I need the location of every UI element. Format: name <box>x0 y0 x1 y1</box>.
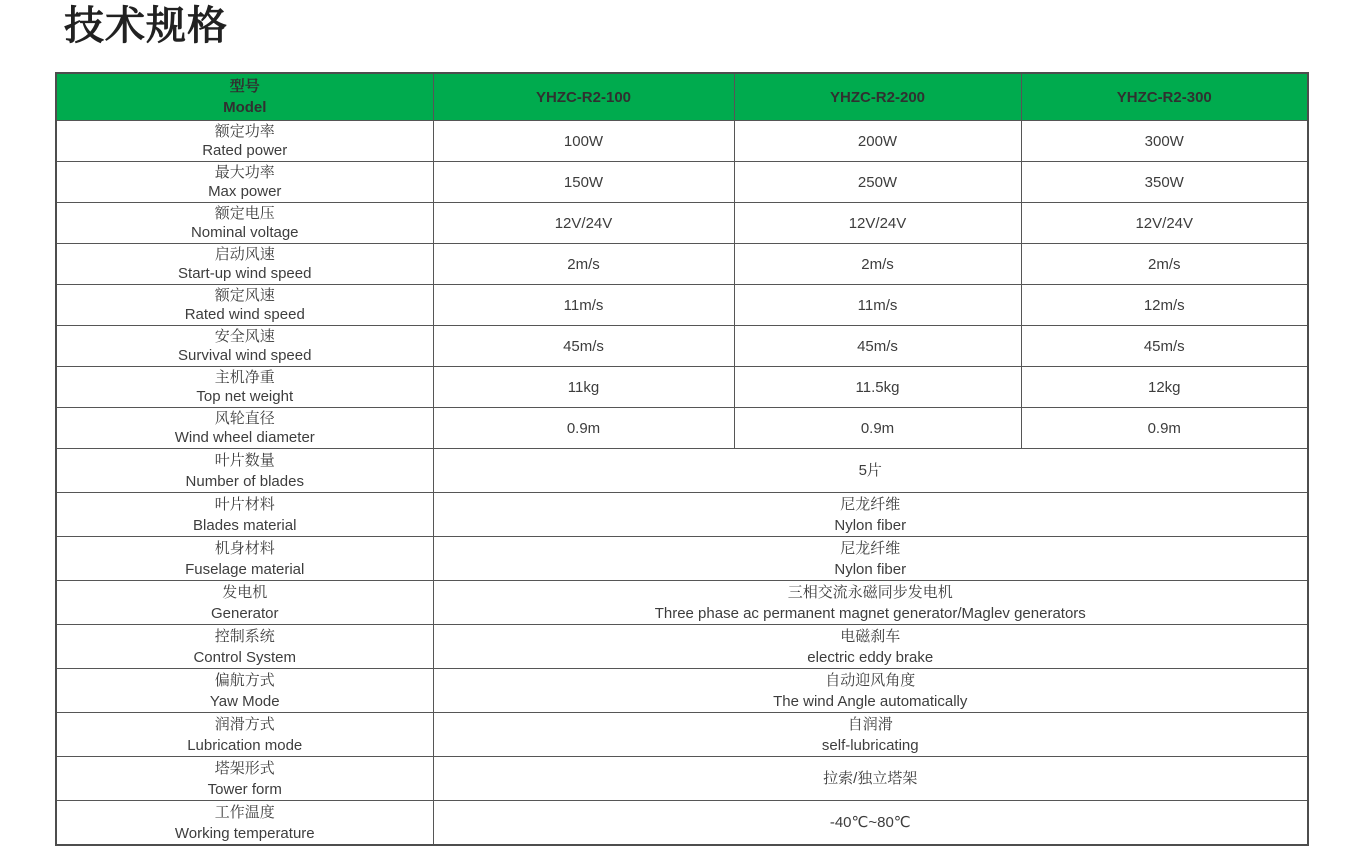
table-row-survival-wind-speed <box>56 326 1308 367</box>
row-label-cell <box>56 449 433 493</box>
value-cell: 11m/s <box>734 285 1021 326</box>
row-label-cell <box>56 285 433 326</box>
row-label-cn: 偏航方式 <box>214 671 275 689</box>
row-label-cell <box>56 757 433 801</box>
merged-value-cn: 电磁刹车 <box>840 627 901 645</box>
row-label-cell <box>56 801 433 846</box>
row-label-en: Generator <box>210 604 279 622</box>
merged-value-cn: 自动迎风角度 <box>825 671 916 689</box>
table-row-startup-wind-speed <box>56 244 1308 285</box>
row-label-cn: 叶片数量 <box>214 451 275 469</box>
table-row-control-system <box>56 625 1308 669</box>
row-label-en: Rated power <box>202 142 288 159</box>
row-label-cell <box>56 581 433 625</box>
row-label-cell <box>56 326 433 367</box>
table-row-wind-wheel-diameter <box>56 408 1308 449</box>
row-label-cell <box>56 408 433 449</box>
row-label-cn: 额定风速 <box>214 287 275 304</box>
table-row-rated-wind-speed <box>56 285 1308 326</box>
row-label-cn: 启动风速 <box>214 246 275 263</box>
row-label-cell <box>56 203 433 244</box>
row-label-en: Nominal voltage <box>190 224 299 241</box>
header-column-yhzc-r2-100: YHZC-R2-100 <box>433 73 734 121</box>
value-cell: 0.9m <box>1021 408 1308 449</box>
value-cell: 300W <box>1021 121 1308 162</box>
row-label-cn: 塔架形式 <box>214 759 275 777</box>
value-cell: 150W <box>433 162 734 203</box>
row-label-en: Survival wind speed <box>178 347 312 364</box>
value-cell: 12V/24V <box>1021 203 1308 244</box>
value-cell: 11m/s <box>433 285 734 326</box>
value-cell: 2m/s <box>433 244 734 285</box>
value-cell: 100W <box>433 121 734 162</box>
header-column-yhzc-r2-200: YHZC-R2-200 <box>734 73 1021 121</box>
value-cell: 12V/24V <box>734 203 1021 244</box>
table-row-working-temperature <box>56 801 1308 846</box>
row-label-cell <box>56 669 433 713</box>
merged-value-cell <box>433 625 1308 669</box>
row-label-cn: 控制系统 <box>214 627 275 645</box>
table-row-nominal-voltage <box>56 203 1308 244</box>
table-row-blades-material <box>56 493 1308 537</box>
value-cell: 45m/s <box>1021 326 1308 367</box>
table-row-fuselage-material <box>56 537 1308 581</box>
row-label-cell <box>56 121 433 162</box>
value-cell: 200W <box>734 121 1021 162</box>
merged-value-cell <box>433 493 1308 537</box>
table-row-generator <box>56 581 1308 625</box>
row-label-cn: 机身材料 <box>214 539 275 557</box>
merged-value-cell: 5片 <box>433 449 1308 493</box>
row-label-cn: 工作温度 <box>214 803 275 821</box>
value-cell: 12m/s <box>1021 285 1308 326</box>
merged-value-cn: 尼龙纤维 <box>840 495 901 513</box>
row-label-cn: 安全风速 <box>214 328 275 345</box>
merged-value-en: Three phase ac permanent magnet generator/Maglev generators <box>654 604 1086 622</box>
table-row-top-net-weight <box>56 367 1308 408</box>
row-label-en: Fuselage material <box>185 560 305 578</box>
row-label-cn: 叶片材料 <box>214 495 275 513</box>
row-label-cn: 额定电压 <box>214 205 275 222</box>
merged-value-cn: 尼龙纤维 <box>840 539 901 557</box>
merged-value-cell <box>433 581 1308 625</box>
table-header-row <box>56 73 1308 121</box>
header-column-yhzc-r2-300: YHZC-R2-300 <box>1021 73 1308 121</box>
row-label-cn: 最大功率 <box>214 164 275 181</box>
merged-value-en: self-lubricating <box>821 736 919 754</box>
value-cell: 2m/s <box>734 244 1021 285</box>
value-cell: 12V/24V <box>433 203 734 244</box>
merged-value-cell: 拉索/独立塔架 <box>433 757 1308 801</box>
table-row-number-of-blades <box>56 449 1308 493</box>
merged-value-cell <box>433 669 1308 713</box>
value-cell: 45m/s <box>734 326 1021 367</box>
value-cell: 45m/s <box>433 326 734 367</box>
merged-value-en: Nylon fiber <box>834 516 907 534</box>
row-label-cell <box>56 537 433 581</box>
header-model-cell <box>56 73 433 121</box>
row-label-en: Top net weight <box>196 388 294 405</box>
row-label-en: Blades material <box>193 516 297 534</box>
row-label-en: Yaw Mode <box>209 692 280 710</box>
header-model-en: Model <box>223 99 267 116</box>
row-label-cn: 润滑方式 <box>214 715 275 733</box>
row-label-en: Lubrication mode <box>187 736 303 754</box>
merged-value-cell: -40℃~80℃ <box>433 801 1308 846</box>
merged-value-cn: 三相交流永磁同步发电机 <box>787 583 953 601</box>
page-title: 技术规格 <box>64 4 228 48</box>
row-label-cn: 发电机 <box>222 583 268 601</box>
row-label-en: Number of blades <box>185 472 304 490</box>
table-row-max-power <box>56 162 1308 203</box>
table-row-lubrication-mode <box>56 713 1308 757</box>
merged-value-en: Nylon fiber <box>834 560 907 578</box>
merged-value-en: electric eddy brake <box>807 648 934 666</box>
value-cell: 250W <box>734 162 1021 203</box>
row-label-en: Tower form <box>207 780 282 798</box>
row-label-cn: 风轮直径 <box>214 410 275 427</box>
value-cell: 0.9m <box>734 408 1021 449</box>
row-label-en: Rated wind speed <box>184 306 305 323</box>
row-label-en: Control System <box>193 648 297 666</box>
value-cell: 2m/s <box>1021 244 1308 285</box>
value-cell: 0.9m <box>433 408 734 449</box>
spec-table <box>55 72 1309 846</box>
row-label-cell <box>56 713 433 757</box>
value-cell: 12kg <box>1021 367 1308 408</box>
row-label-cn: 主机净重 <box>214 369 275 386</box>
row-label-cell <box>56 625 433 669</box>
row-label-cell <box>56 493 433 537</box>
row-label-en: Working temperature <box>174 824 315 842</box>
merged-value-cell <box>433 713 1308 757</box>
row-label-cell <box>56 162 433 203</box>
value-cell: 11.5kg <box>734 367 1021 408</box>
row-label-en: Wind wheel diameter <box>174 429 315 446</box>
row-label-en: Max power <box>208 183 282 200</box>
merged-value-cn: 自润滑 <box>847 715 893 733</box>
table-row-yaw-mode <box>56 669 1308 713</box>
row-label-cn: 额定功率 <box>214 123 275 140</box>
row-label-cell <box>56 367 433 408</box>
table-row-tower-form <box>56 757 1308 801</box>
row-label-en: Start-up wind speed <box>178 265 312 282</box>
merged-value-cell <box>433 537 1308 581</box>
value-cell: 350W <box>1021 162 1308 203</box>
table-row-rated-power <box>56 121 1308 162</box>
merged-value-en: The wind Angle automatically <box>773 692 968 710</box>
value-cell: 11kg <box>433 367 734 408</box>
header-model-cn: 型号 <box>229 78 260 95</box>
row-label-cell <box>56 244 433 285</box>
